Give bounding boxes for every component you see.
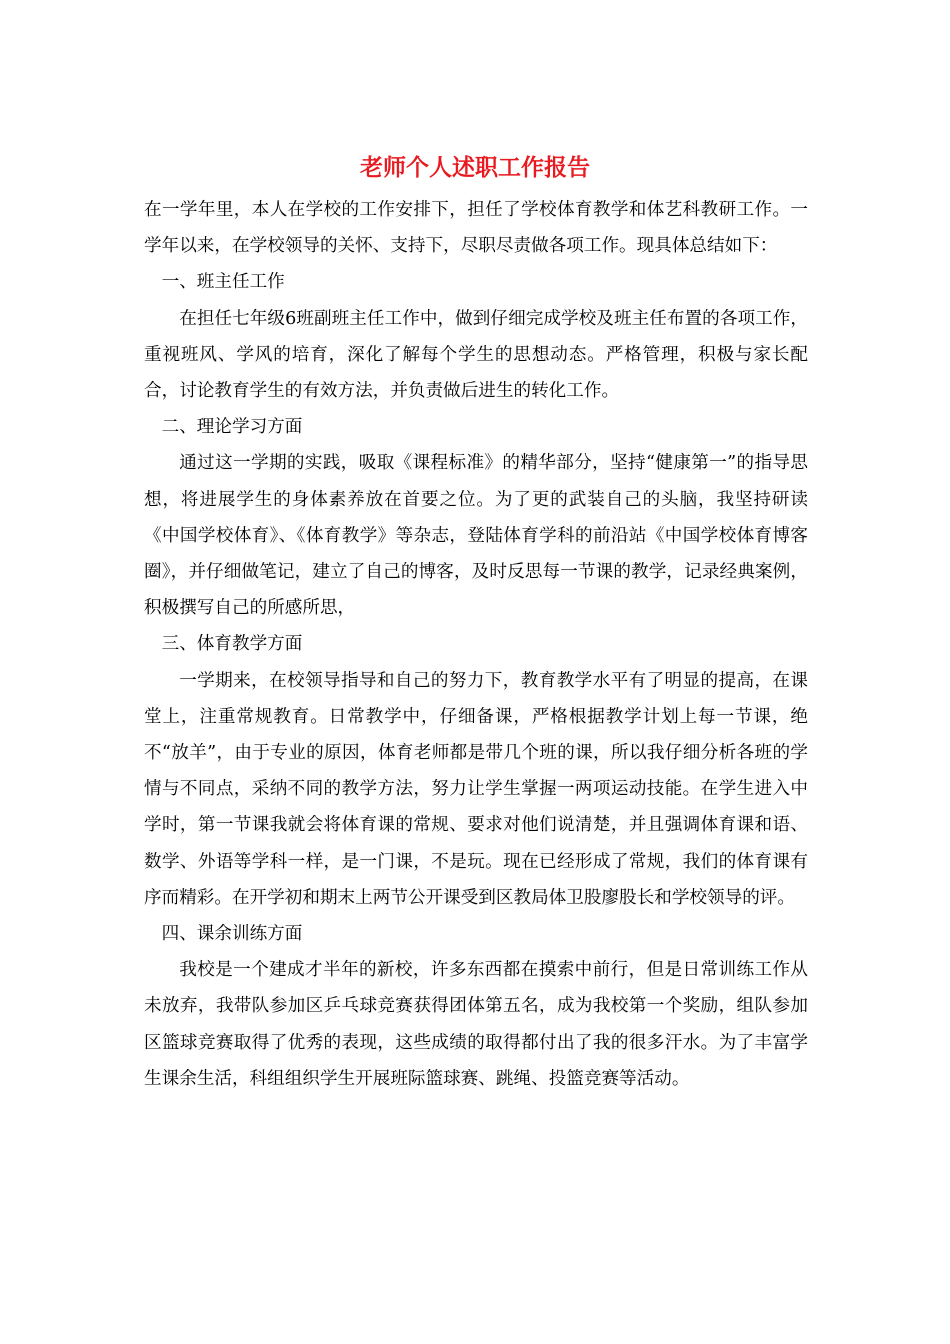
- section-heading-training: 四、课余训练方面: [161, 924, 303, 945]
- section-paragraph-training: 我校是一个建成才半年的新校，许多东西都在摸索中前行，但是日常训练工作从未放弃，我带队参加区乒乓球竞赛获得团体第五名，成为我校第一个奖励，组队参加区篮球竞赛取得了优秀的表现，这些成绩的取得都付出了我的很多汗水。为了丰富学生课余生活，科组组织学生开展班际篮球赛、跳绳、投篮竞赛等活动。: [144, 960, 808, 1089]
- section-paragraph-theory: 通过这一学期的实践，吸取《课程标准》的精华部分，坚持“健康第一”的指导思想，将进展学生的身体素养放在首要之位。为了更的武装自己的头脑，我坚持研读《中国学校体育》、《体育教学》等杂志，登陆体育学科的前沿站《中国学校体育博客圈》，并仔细做笔记，建立了自己的博客，及时反思每一节课的教学，记录经典案例，积极撰写自己的所感所思，: [144, 453, 808, 619]
- document-title: 老师个人述职工作报告: [360, 154, 590, 181]
- section-heading-homeroom: 一、班主任工作: [161, 272, 285, 293]
- intro-paragraph: 在一学年里，本人在学校的工作安排下，担任了学校体育教学和体艺科教研工作。一学年以来，在学校领导的关怀、支持下，尽职尽责做各项工作。现具体总结如下：: [144, 200, 808, 257]
- section-heading-theory: 二、理论学习方面: [161, 417, 303, 438]
- document-body: [144, 192, 808, 1097]
- section-paragraph-teaching: 一学期来，在校领导指导和自己的努力下，教育教学水平有了明显的提高，在课堂上，注重常规教育。日常教学中，仔细备课，严格根据教学计划上每一节课，绝不“放羊”，由于专业的原因，体育老师都是带几个班的课，所以我仔细分析各班的学情与不同点，采纳不同的教学方法，努力让学生掌握一两项运动技能。在学生进入中学时，第一节课我就会将体育课的常规、要求对他们说清楚，并且强调体育课和语、数学、外语等学科一样，是一门课，不是玩。现在已经形成了常规，我们的体育课有序而精彩。在开学初和期末上两节公开课受到区教局体卫股廖股长和学校领导的评。: [144, 670, 808, 908]
- section-paragraph-homeroom: 在担任七年级6班副班主任工作中，做到仔细完成学校及班主任布置的各项工作，重视班风、学风的培育，深化了解每个学生的思想动态。严格管理，积极与家长配合，讨论教育学生的有效方法，并负责做后进生的转化工作。: [144, 308, 808, 402]
- section-heading-teaching: 三、体育教学方面: [161, 634, 303, 655]
